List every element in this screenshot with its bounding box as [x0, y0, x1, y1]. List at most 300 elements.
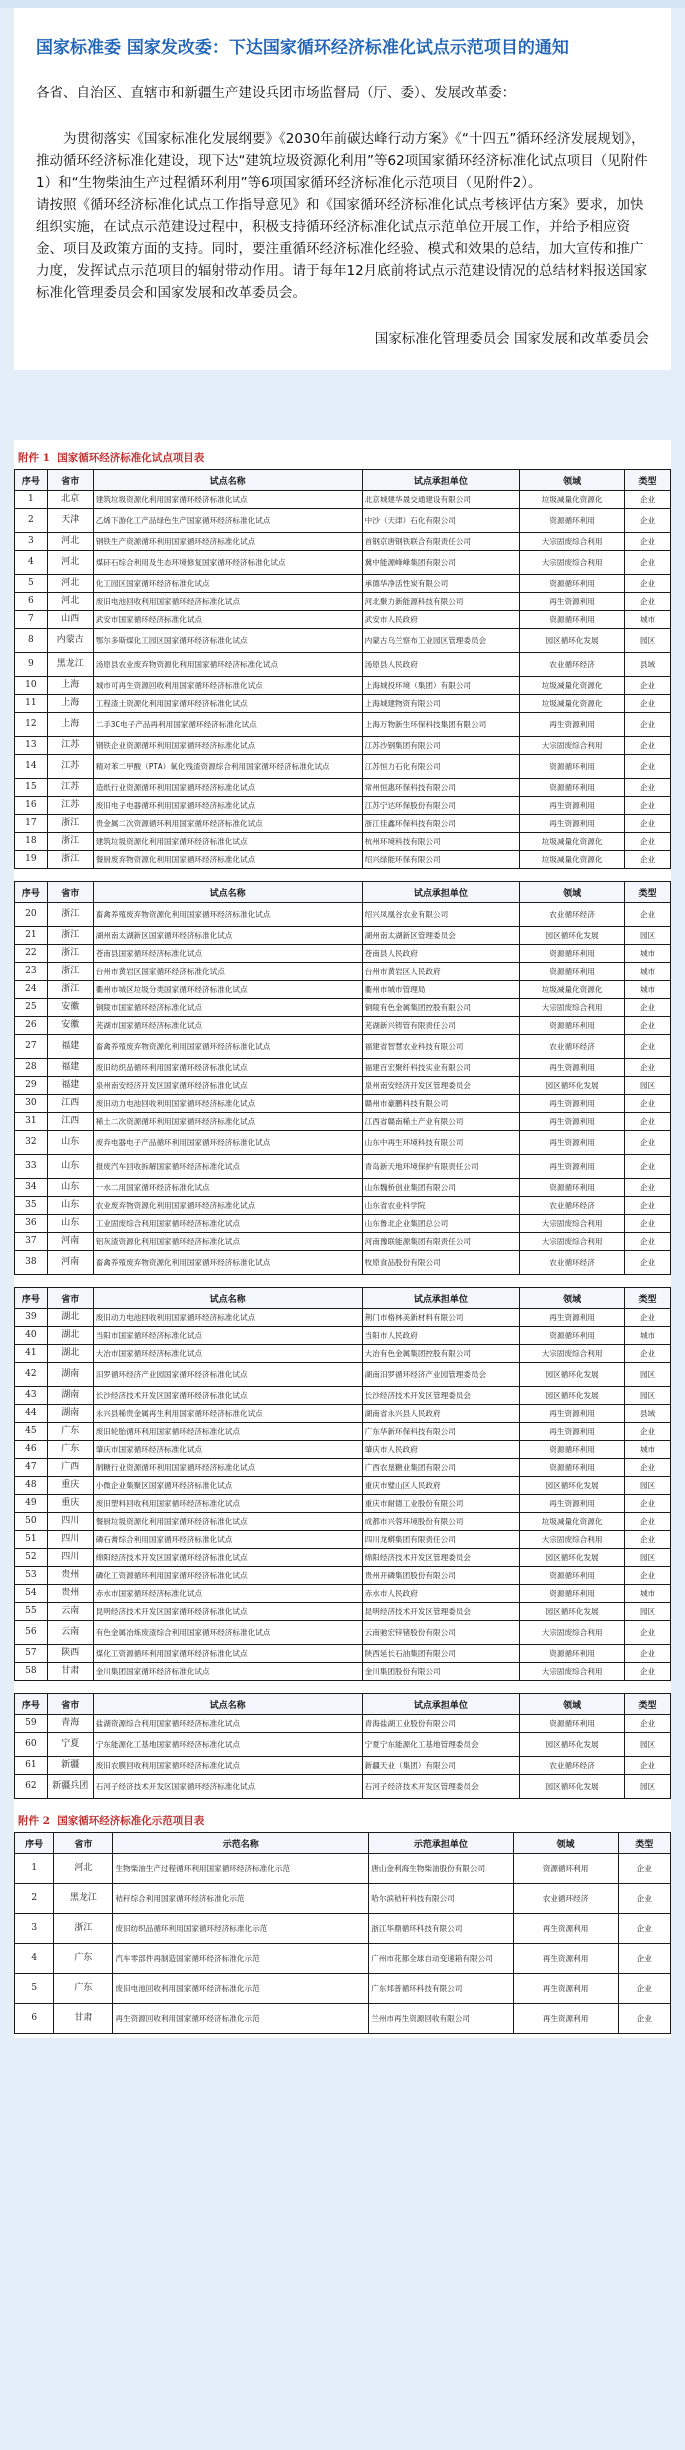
row-type: 企业 — [625, 551, 671, 575]
row-organization: 山东中再生环境科技有限公司 — [362, 1131, 519, 1155]
row-type: 企业 — [625, 1095, 671, 1113]
row-province: 浙江 — [47, 981, 93, 999]
row-field: 资源循环利用 — [520, 1179, 625, 1197]
row-number: 23 — [15, 963, 48, 981]
table-row — [15, 1621, 671, 1645]
row-number: 50 — [15, 1513, 48, 1531]
row-field: 再生资源利用 — [520, 1423, 625, 1441]
row-type: 企业 — [625, 695, 671, 713]
row-field: 再生资源利用 — [520, 1495, 625, 1513]
table-header-row — [15, 1694, 671, 1715]
table-row — [15, 533, 671, 551]
row-number: 29 — [15, 1077, 48, 1095]
row-field: 农业循环经济 — [520, 1035, 625, 1059]
row-field: 再生资源利用 — [513, 1944, 618, 1974]
row-type: 企业 — [625, 1621, 671, 1645]
row-province: 江苏 — [47, 755, 93, 779]
row-type: 企业 — [625, 509, 671, 533]
col-header: 序号 — [15, 1694, 48, 1715]
col-header: 类型 — [625, 1694, 671, 1715]
row-type: 企业 — [625, 833, 671, 851]
row-organization: 浙江佳鑫环保科技有限公司 — [362, 815, 519, 833]
col-header: 试点承担单位 — [362, 1288, 519, 1309]
row-organization: 兰州市再生资源回收有限公司 — [369, 2004, 513, 2034]
row-number: 6 — [15, 2004, 54, 2034]
row-number: 40 — [15, 1327, 48, 1345]
row-field: 园区循环化发展 — [520, 1477, 625, 1495]
row-type: 园区 — [625, 1603, 671, 1621]
row-organization: 广东邦普循环科技有限公司 — [369, 1974, 513, 2004]
row-type: 企业 — [625, 1757, 671, 1775]
row-organization: 首钢京唐钢铁联合有限责任公司 — [362, 533, 519, 551]
row-province: 四川 — [47, 1513, 93, 1531]
row-project-name: 畜禽养殖废弃物资源化利用国家循环经济标准化试点 — [93, 903, 362, 927]
col-header: 试点承担单位 — [362, 1694, 519, 1715]
row-number: 45 — [15, 1423, 48, 1441]
row-type: 企业 — [618, 1854, 671, 1884]
row-province: 浙江 — [47, 903, 93, 927]
table-row — [15, 1077, 671, 1095]
row-organization: 江苏恒力石化有限公司 — [362, 755, 519, 779]
row-organization: 广州市花都全球自动变速箱有限公司 — [369, 1944, 513, 1974]
notice-card — [14, 8, 671, 370]
row-project-name: 造纸行业资源循环利用国家循环经济标准化试点 — [93, 779, 362, 797]
attachment-2-label: 附件 2 — [18, 1815, 50, 1827]
row-type: 城市 — [625, 981, 671, 999]
row-organization: 上海城投环境（集团）有限公司 — [362, 677, 519, 695]
row-type: 园区 — [625, 1387, 671, 1405]
row-organization: 哈尔滨秸秆科技有限公司 — [369, 1884, 513, 1914]
col-header: 试点名称 — [93, 1288, 362, 1309]
row-number: 44 — [15, 1405, 48, 1423]
table-row — [15, 981, 671, 999]
attachment-1-table — [14, 1287, 671, 1681]
top-band — [0, 0, 685, 8]
row-project-name: 餐厨废弃物资源化利用国家循环经济标准化试点 — [93, 851, 362, 869]
row-province: 福建 — [47, 1035, 93, 1059]
row-province: 浙江 — [47, 945, 93, 963]
row-province: 福建 — [47, 1077, 93, 1095]
row-organization: 山东魏桥创业集团有限公司 — [362, 1179, 519, 1197]
row-project-name: 再生资源回收利用国家循环经济标准化示范 — [113, 2004, 369, 2034]
row-province: 广东 — [54, 1974, 113, 2004]
row-province: 重庆 — [47, 1477, 93, 1495]
table-row — [15, 1405, 671, 1423]
row-type: 企业 — [625, 1309, 671, 1327]
row-organization: 山东鲁北企业集团总公司 — [362, 1215, 519, 1233]
row-project-name: 工程渣土资源化利用国家循环经济标准化试点 — [93, 695, 362, 713]
row-type: 企业 — [618, 2004, 671, 2034]
row-project-name: 废旧电池回收利用国家循环经济标准化示范 — [113, 1974, 369, 2004]
row-province: 黑龙江 — [54, 1884, 113, 1914]
row-field: 资源循环利用 — [520, 963, 625, 981]
row-organization: 承德华净活性炭有限公司 — [362, 575, 519, 593]
table-header-row — [15, 1833, 671, 1854]
row-type: 企业 — [625, 1179, 671, 1197]
row-province: 黑龙江 — [47, 653, 93, 677]
row-type: 企业 — [625, 491, 671, 509]
row-organization: 上海万物新生环保科技集团有限公司 — [362, 713, 519, 737]
row-type: 企业 — [625, 533, 671, 551]
table-row — [15, 1477, 671, 1495]
row-province: 江苏 — [47, 797, 93, 815]
row-field: 大宗固废综合利用 — [520, 551, 625, 575]
row-organization: 冀中能源峰峰集团有限公司 — [362, 551, 519, 575]
row-organization: 衢州市城市管理局 — [362, 981, 519, 999]
row-number: 19 — [15, 851, 48, 869]
row-organization: 北京城建华晟交通建设有限公司 — [362, 491, 519, 509]
table-row — [15, 1059, 671, 1077]
table-row — [15, 593, 671, 611]
row-province: 浙江 — [47, 963, 93, 981]
row-number: 47 — [15, 1459, 48, 1477]
row-number: 52 — [15, 1549, 48, 1567]
row-organization: 绍兴绿能环保有限公司 — [362, 851, 519, 869]
row-type: 城市 — [625, 945, 671, 963]
row-project-name: 废旧塑料回收利用国家循环经济标准化试点 — [93, 1495, 362, 1513]
row-field: 园区循环化发展 — [520, 927, 625, 945]
row-number: 26 — [15, 1017, 48, 1035]
table-row — [15, 713, 671, 737]
table-row — [15, 1567, 671, 1585]
row-type: 企业 — [625, 1567, 671, 1585]
row-type: 企业 — [625, 1251, 671, 1275]
row-organization: 铜陵有色金属集团控股有限公司 — [362, 999, 519, 1017]
row-number: 12 — [15, 713, 48, 737]
row-province: 河北 — [47, 533, 93, 551]
row-province: 甘肃 — [47, 1663, 93, 1681]
row-number: 48 — [15, 1477, 48, 1495]
row-province: 广东 — [47, 1441, 93, 1459]
table-row — [15, 833, 671, 851]
table-row — [15, 2004, 671, 2034]
row-type: 企业 — [618, 1944, 671, 1974]
row-province: 山西 — [47, 611, 93, 629]
row-number: 58 — [15, 1663, 48, 1681]
row-province: 北京 — [47, 491, 93, 509]
row-province: 湖南 — [47, 1387, 93, 1405]
row-project-name: 盐湖资源综合利用国家循环经济标准化试点 — [93, 1715, 362, 1733]
row-number: 17 — [15, 815, 48, 833]
row-organization: 昆明经济技术开发区管理委员会 — [362, 1603, 519, 1621]
row-organization: 贵州开磷集团股份有限公司 — [362, 1567, 519, 1585]
row-organization: 江西省赣南稀土产业有限公司 — [362, 1113, 519, 1131]
row-project-name: 衢州市城区垃圾分类国家循环经济标准化试点 — [93, 981, 362, 999]
table-row — [15, 1327, 671, 1345]
row-number: 8 — [15, 629, 48, 653]
row-type: 企业 — [618, 1914, 671, 1944]
col-header: 省市 — [47, 470, 93, 491]
row-field: 园区循环化发展 — [520, 1077, 625, 1095]
row-field: 再生资源利用 — [520, 1095, 625, 1113]
row-field: 大宗固废综合利用 — [520, 1345, 625, 1363]
row-field: 资源循环利用 — [520, 575, 625, 593]
row-type: 企业 — [625, 1513, 671, 1531]
row-province: 河南 — [47, 1233, 93, 1251]
table-row — [15, 815, 671, 833]
row-project-name: 餐厨垃圾资源化利用国家循环经济标准化试点 — [93, 1513, 362, 1531]
table-row — [15, 851, 671, 869]
table-header-row — [15, 1288, 671, 1309]
row-project-name: 报废汽车回收拆解国家循环经济标准化试点 — [93, 1155, 362, 1179]
row-field: 大宗固废综合利用 — [520, 1663, 625, 1681]
row-province: 浙江 — [47, 815, 93, 833]
col-header: 省市 — [47, 1694, 93, 1715]
row-type: 企业 — [625, 575, 671, 593]
row-field: 农业循环经济 — [520, 1757, 625, 1775]
row-field: 再生资源利用 — [513, 2004, 618, 2034]
row-organization: 湖州南太湖新区管理委员会 — [362, 927, 519, 945]
row-number: 5 — [15, 575, 48, 593]
row-field: 大宗固废综合利用 — [520, 999, 625, 1017]
row-type: 园区 — [625, 1077, 671, 1095]
row-project-name: 废旧轮胎循环利用国家循环经济标准化试点 — [93, 1423, 362, 1441]
row-field: 资源循环利用 — [520, 779, 625, 797]
col-header: 省市 — [54, 1833, 113, 1854]
row-number: 22 — [15, 945, 48, 963]
table-row — [15, 1884, 671, 1914]
row-province: 贵州 — [47, 1567, 93, 1585]
row-province: 福建 — [47, 1059, 93, 1077]
col-header: 序号 — [15, 1288, 48, 1309]
row-field: 资源循环利用 — [520, 755, 625, 779]
row-project-name: 肇庆市国家循环经济标准化试点 — [93, 1441, 362, 1459]
table-row — [15, 1603, 671, 1621]
row-field: 园区循环化发展 — [520, 1603, 625, 1621]
row-organization: 苍南县人民政府 — [362, 945, 519, 963]
col-header: 省市 — [47, 882, 93, 903]
row-number: 53 — [15, 1567, 48, 1585]
row-type: 城市 — [625, 611, 671, 629]
col-header: 领域 — [520, 1288, 625, 1309]
row-field: 再生资源利用 — [520, 1155, 625, 1179]
table-row — [15, 611, 671, 629]
table-row — [15, 1387, 671, 1405]
row-organization: 肇庆市人民政府 — [362, 1441, 519, 1459]
table-row — [15, 1549, 671, 1567]
row-type: 企业 — [625, 1459, 671, 1477]
row-province: 内蒙古 — [47, 629, 93, 653]
row-number: 43 — [15, 1387, 48, 1405]
row-field: 园区循环化发展 — [520, 629, 625, 653]
row-organization: 武安市人民政府 — [362, 611, 519, 629]
row-field: 园区循环化发展 — [520, 1775, 625, 1799]
table-row — [15, 1715, 671, 1733]
row-field: 农业循环经济 — [520, 1251, 625, 1275]
row-province: 天津 — [47, 509, 93, 533]
row-organization: 长沙经济技术开发区管理委员会 — [362, 1387, 519, 1405]
row-project-name: 铝灰渣资源化利用国家循环经济标准化试点 — [93, 1233, 362, 1251]
notice-addressee: 各省、自治区、直辖市和新疆生产建设兵团市场监督局（厅、委）、发展改革委： — [36, 85, 516, 101]
table-row — [15, 1423, 671, 1441]
row-number: 46 — [15, 1441, 48, 1459]
table-row — [15, 575, 671, 593]
row-field: 垃圾减量化资源化 — [520, 677, 625, 695]
row-type: 企业 — [625, 851, 671, 869]
row-type: 企业 — [625, 815, 671, 833]
row-province: 山东 — [47, 1215, 93, 1233]
col-header: 领域 — [520, 470, 625, 491]
attachment-1-title — [14, 444, 671, 469]
notice-title: 国家标准委 国家发改委：下达国家循环经济标准化试点示范项目的通知 — [36, 38, 569, 58]
row-province: 安徽 — [47, 1017, 93, 1035]
row-organization: 重庆市耐德工业股份有限公司 — [362, 1495, 519, 1513]
row-field: 垃圾减量化资源化 — [520, 851, 625, 869]
row-field: 再生资源利用 — [513, 1974, 618, 2004]
page-gap — [14, 1275, 671, 1287]
col-header: 领域 — [513, 1833, 618, 1854]
table-row — [15, 1645, 671, 1663]
row-type: 园区 — [625, 629, 671, 653]
row-type: 企业 — [625, 999, 671, 1017]
row-organization: 赣州市豪鹏科技有限公司 — [362, 1095, 519, 1113]
row-project-name: 苍南县国家循环经济标准化试点 — [93, 945, 362, 963]
row-field: 资源循环利用 — [520, 945, 625, 963]
row-number: 15 — [15, 779, 48, 797]
row-project-name: 石河子经济技术开发区国家循环经济标准化试点 — [93, 1775, 362, 1799]
row-field: 垃圾减量化资源化 — [520, 1513, 625, 1531]
row-number: 2 — [15, 509, 48, 533]
table-row — [15, 945, 671, 963]
row-province: 四川 — [47, 1549, 93, 1567]
row-type: 企业 — [625, 1017, 671, 1035]
row-province: 浙江 — [47, 927, 93, 945]
attachment-1-tables — [14, 469, 671, 1799]
row-type: 园区 — [625, 1775, 671, 1799]
table-header-row — [15, 882, 671, 903]
table-row — [15, 1113, 671, 1131]
row-field: 园区循环化发展 — [520, 1549, 625, 1567]
row-project-name: 畜禽养殖废弃物资源化利用国家循环经济标准化试点 — [93, 1251, 362, 1275]
row-province: 贵州 — [47, 1585, 93, 1603]
row-project-name: 武安市国家循环经济标准化试点 — [93, 611, 362, 629]
row-number: 3 — [15, 533, 48, 551]
row-province: 河北 — [47, 551, 93, 575]
col-header: 试点名称 — [93, 1694, 362, 1715]
row-type: 企业 — [625, 1645, 671, 1663]
row-project-name: 泉州南安经济开发区国家循环经济标准化试点 — [93, 1077, 362, 1095]
row-field: 农业循环经济 — [513, 1884, 618, 1914]
row-province: 重庆 — [47, 1495, 93, 1513]
row-project-name: 废旧纺织品循环利用国家循环经济标准化示范 — [113, 1914, 369, 1944]
row-field: 大宗固废综合利用 — [520, 533, 625, 551]
table-row — [15, 1363, 671, 1387]
col-header: 试点承担单位 — [362, 882, 519, 903]
row-type: 企业 — [625, 713, 671, 737]
col-header: 试点名称 — [93, 470, 362, 491]
row-organization: 金川集团股份有限公司 — [362, 1663, 519, 1681]
row-type: 园区 — [625, 1477, 671, 1495]
table-row — [15, 1944, 671, 1974]
row-project-name: 废旧动力电池回收利用国家循环经济标准化试点 — [93, 1095, 362, 1113]
row-field: 园区循环化发展 — [520, 1363, 625, 1387]
row-province: 河北 — [54, 1854, 113, 1884]
col-header: 序号 — [15, 470, 48, 491]
col-header: 领域 — [520, 882, 625, 903]
row-number: 49 — [15, 1495, 48, 1513]
row-project-name: 赤水市国家循环经济标准化试点 — [93, 1585, 362, 1603]
attachment-1-label: 附件 1 — [18, 452, 50, 464]
row-province: 上海 — [47, 695, 93, 713]
row-province: 甘肃 — [54, 2004, 113, 2034]
table-row — [15, 1233, 671, 1251]
row-project-name: 废旧电子电器循环利用国家循环经济标准化试点 — [93, 797, 362, 815]
table-header-row — [15, 470, 671, 491]
row-field: 农业循环经济 — [520, 903, 625, 927]
row-project-name: 金川集团国家循环经济标准化试点 — [93, 1663, 362, 1681]
row-number: 3 — [15, 1914, 54, 1944]
row-number: 37 — [15, 1233, 48, 1251]
table-row — [15, 1035, 671, 1059]
row-organization: 陕西延长石油集团有限公司 — [362, 1645, 519, 1663]
row-project-name: 废旧农膜回收利用国家循环经济标准化试点 — [93, 1757, 362, 1775]
row-number: 25 — [15, 999, 48, 1017]
table-row — [15, 963, 671, 981]
row-organization: 江苏沙钢集团有限公司 — [362, 737, 519, 755]
row-province: 山东 — [47, 1197, 93, 1215]
table-row — [15, 551, 671, 575]
row-project-name: 宁东能源化工基地国家循环经济标准化试点 — [93, 1733, 362, 1757]
row-field: 垃圾减量化资源化 — [520, 491, 625, 509]
table-row — [15, 629, 671, 653]
row-field: 再生资源利用 — [520, 593, 625, 611]
col-header: 序号 — [15, 1833, 54, 1854]
row-province: 河北 — [47, 575, 93, 593]
row-number: 9 — [15, 653, 48, 677]
notice-body-1: 为贯彻落实《国家标准化发展纲要》《2030年前碳达峰行动方案》《“十四五”循环经济发展规划》，推动循环经济标准化建设，现下达“建筑垃圾资源化利用”等62项国家循环经济标准化试点项目（见附件1）和“生物柴油生产过程循环利用”等6项国家循环经济标准化示范项目（见附件2）。 — [36, 131, 648, 191]
row-number: 4 — [15, 551, 48, 575]
row-province: 新疆兵团 — [47, 1775, 93, 1799]
row-organization: 河南豫联能源集团有限责任公司 — [362, 1233, 519, 1251]
row-province: 湖南 — [47, 1363, 93, 1387]
row-type: 企业 — [625, 677, 671, 695]
row-province: 青海 — [47, 1715, 93, 1733]
row-project-name: 长沙经济技术开发区国家循环经济标准化试点 — [93, 1387, 362, 1405]
table-row — [15, 999, 671, 1017]
col-header: 类型 — [625, 470, 671, 491]
row-field: 再生资源利用 — [520, 1113, 625, 1131]
row-project-name: 绵阳经济技术开发区国家循环经济标准化试点 — [93, 1549, 362, 1567]
row-organization: 青岛新天地环境保护有限责任公司 — [362, 1155, 519, 1179]
col-header: 类型 — [618, 1833, 671, 1854]
row-type: 企业 — [625, 1715, 671, 1733]
row-project-name: 工业固废综合利用国家循环经济标准化试点 — [93, 1215, 362, 1233]
row-number: 10 — [15, 677, 48, 695]
col-header: 试点名称 — [93, 882, 362, 903]
row-type: 企业 — [618, 1974, 671, 2004]
row-type: 企业 — [625, 1663, 671, 1681]
row-field: 垃圾减量化资源化 — [520, 695, 625, 713]
row-province: 广西 — [47, 1459, 93, 1477]
row-number: 7 — [15, 611, 48, 629]
table-row — [15, 903, 671, 927]
row-field: 资源循环利用 — [513, 1854, 618, 1884]
col-header: 序号 — [15, 882, 48, 903]
table-row — [15, 1131, 671, 1155]
row-field: 再生资源利用 — [520, 797, 625, 815]
attachment-1-table — [14, 469, 671, 869]
separator — [0, 370, 685, 440]
row-number: 24 — [15, 981, 48, 999]
row-organization: 赤水市人民政府 — [362, 1585, 519, 1603]
table-row — [15, 737, 671, 755]
row-project-name: 贵金属二次资源循环利用国家循环经济标准化试点 — [93, 815, 362, 833]
row-province: 安徽 — [47, 999, 93, 1017]
row-organization: 牧原食品股份有限公司 — [362, 1251, 519, 1275]
row-number: 62 — [15, 1775, 48, 1799]
row-project-name: 农业废弃物资源化利用国家循环经济标准化试点 — [93, 1197, 362, 1215]
row-organization: 大冶有色金属集团控股有限公司 — [362, 1345, 519, 1363]
